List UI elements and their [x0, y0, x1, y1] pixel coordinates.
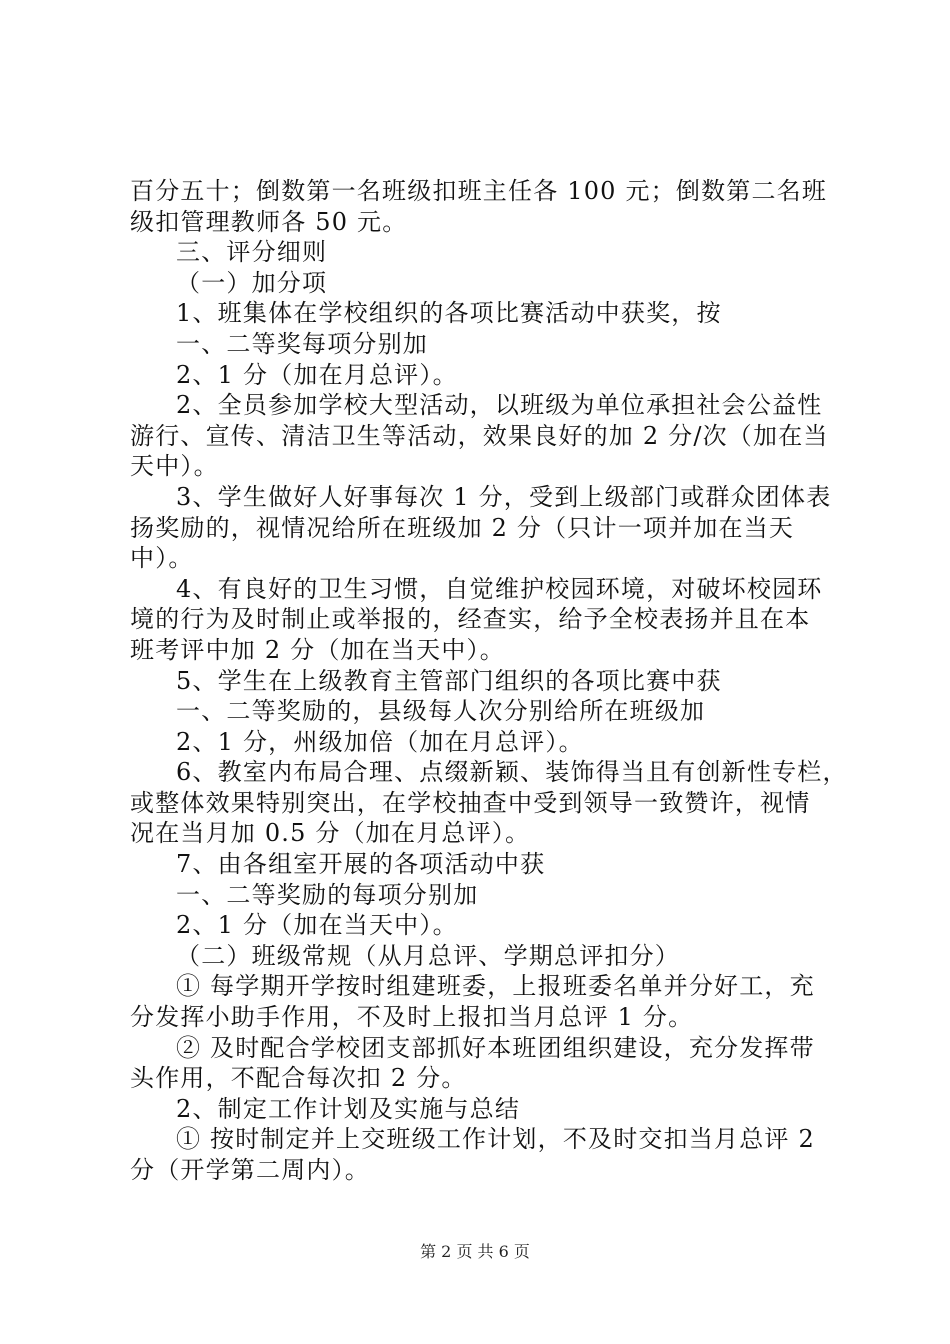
text-line: （一）加分项: [176, 268, 328, 297]
text-line: 天中）。: [130, 452, 219, 481]
text-line: 一、二等奖每项分别加: [176, 329, 428, 358]
text-line: 扬奖励的，视情况给所在班级加 2 分（只计一项并加在当天: [130, 513, 795, 542]
text-line: 或整体效果特别突出，在学校抽查中受到领导一致赞许，视情: [130, 788, 811, 817]
text-line: 一、二等奖励的每项分别加: [176, 880, 479, 909]
text-line: 游行、宣传、清洁卫生等活动，效果良好的加 2 分/次（加在当: [130, 421, 829, 450]
text-line: 4、有良好的卫生习惯，自觉维护校园环境，对破坏校园环: [176, 574, 823, 603]
text-line: 级扣管理教师各 50 元。: [130, 207, 408, 236]
text-line: 2、1 分（加在当天中）。: [176, 911, 458, 940]
text-line: 分（开学第二周内）。: [130, 1156, 370, 1184]
text-line: 2、1 分，州级加倍（加在月总评）。: [176, 727, 584, 756]
text-line: （二）班级常规（从月总评、学期总评扣分）: [176, 941, 680, 970]
text-line: 一、二等奖励的，县级每人次分别给所在班级加: [176, 697, 706, 726]
page-footer: 第 2 页 共 6 页: [420, 1242, 530, 1261]
text-line: 况在当月加 0.5 分（加在月总评）。: [130, 819, 531, 848]
text-line: 中）。: [130, 544, 194, 573]
text-line: 5、学生在上级教育主管部门组织的各项比赛中获: [176, 666, 722, 695]
text-line: ① 按时制定并上交班级工作计划，不及时交扣当月总评 2: [176, 1125, 815, 1154]
text-line: 7、由各组室开展的各项活动中获: [176, 850, 546, 879]
text-line: 2、全员参加学校大型活动，以班级为单位承担社会公益性: [176, 391, 823, 420]
text-line: 境的行为及时制止或举报的，经查实，给予全校表扬并且在本: [130, 605, 811, 634]
text-line: 三、评分细则: [176, 238, 328, 267]
text-line: 3、学生做好人好事每次 1 分，受到上级部门或群众团体表: [176, 482, 832, 511]
text-line: 头作用，不配合每次扣 2 分。: [130, 1064, 467, 1093]
text-line: 百分五十；倒数第一名班级扣班主任各 100 元；倒数第二名班: [130, 177, 828, 205]
text-line: 6、教室内布局合理、点缀新颖、装饰得当且有创新性专栏，: [176, 758, 848, 787]
text-line: ① 每学期开学按时组建班委，上报班委名单并分好工，充: [176, 972, 815, 1001]
text-line: 2、制定工作计划及实施与总结: [176, 1094, 521, 1123]
text-line: 2、1 分（加在月总评）。: [176, 360, 458, 389]
text-line: ② 及时配合学校团支部抓好本班团组织建设，充分发挥带: [176, 1033, 815, 1062]
document-body: [130, 176, 848, 1186]
text-line: 1、班集体在学校组织的各项比赛活动中获奖，按: [176, 299, 722, 328]
text-line: 班考评中加 2 分（加在当天中）。: [130, 635, 505, 664]
text-line: 分发挥小助手作用，不及时上报扣当月总评 1 分。: [130, 1003, 694, 1032]
